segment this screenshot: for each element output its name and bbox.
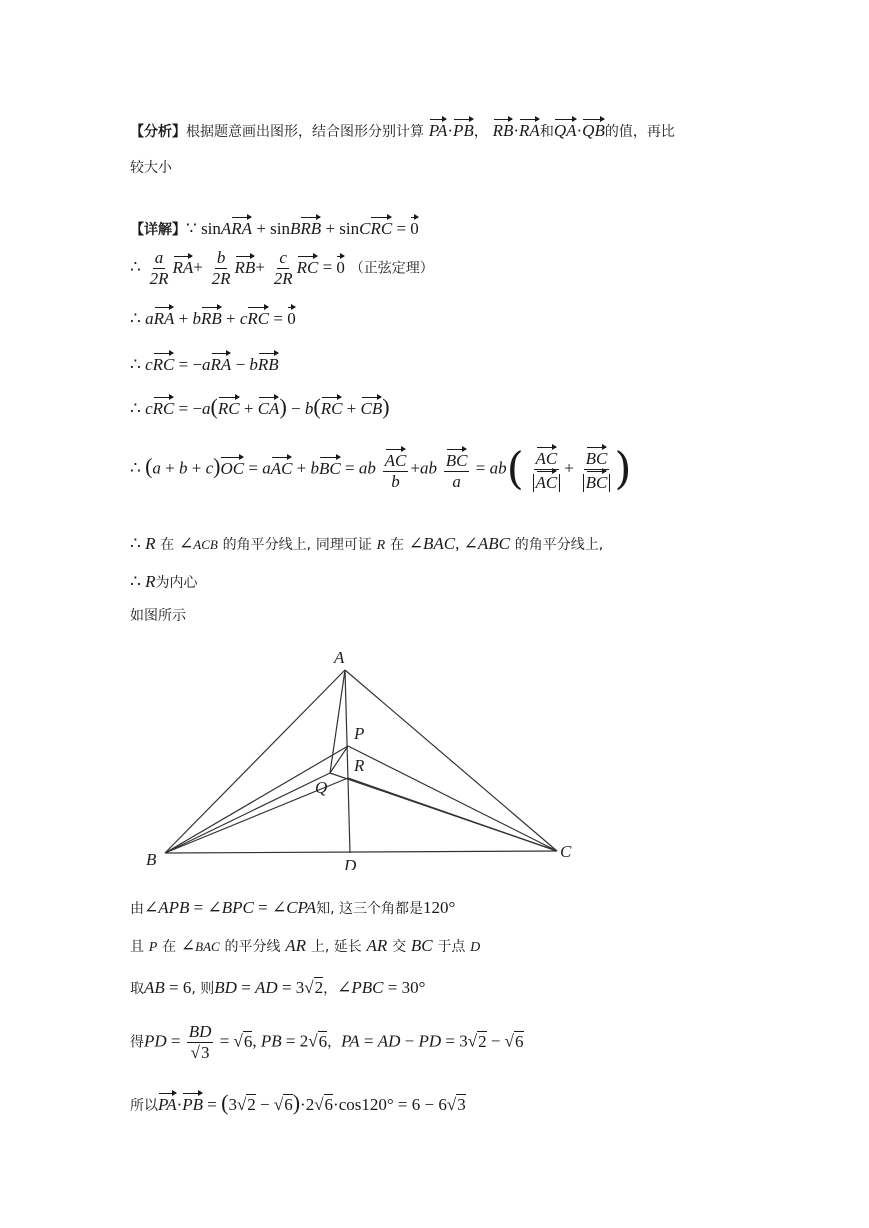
analysis-text-2: 的值，再比 [604, 124, 675, 140]
detail-tag: 【详解】 [130, 222, 186, 238]
solution-line-3: 取AB = 6, 则BD = AD = 3√2，∠PBC = 30° [130, 978, 426, 997]
text-then: , 则 [191, 981, 215, 997]
vector-RA: RA [519, 118, 540, 141]
analysis-line-1: 【分析】根据题意画出图形，结合图形分别计算 PA·PB， RB·RA和QA·QB的值，再比 [130, 118, 675, 142]
segment-BP [165, 746, 348, 853]
law-of-sines-note: （正弦定理） [349, 260, 434, 277]
detail-line-7: ∴ R 在 ∠ACB 的角平分线上, 同理可证 R 在 ∠BAC, ∠ABC 的角平分线上, [130, 534, 604, 553]
text-bisector-a: 在 [160, 537, 175, 553]
vector-QB: QB [582, 118, 605, 141]
text-on-bisector-e: 交 [392, 939, 407, 955]
text-incenter: 为内心 [155, 575, 198, 591]
detail-line-1: 【详解】∵ sinARA + sinBRB + sinCRC = 0 [130, 216, 419, 240]
detail-line-5: ∴ cRC = −a(RC + CA) − b(RC + CB) [130, 394, 390, 419]
text-on-bisector-c: 的平分线 [224, 939, 281, 955]
analysis-and: 和 [539, 124, 554, 140]
text-angles-known: 知, 这三个角都是 [316, 901, 424, 917]
label-R: R [354, 756, 365, 775]
text-so: 所以 [130, 1098, 158, 1114]
text-take: 取 [130, 981, 144, 997]
segment-QP [330, 746, 348, 773]
label-P: P [354, 724, 365, 743]
text-bisector-b: 的角平分线上, [222, 537, 312, 553]
segment-RC [348, 778, 557, 851]
text-on-bisector-a: 且 [130, 939, 144, 955]
text-on-bisector-b: 在 [162, 939, 177, 955]
text-bisector-e: 的角平分线上, [514, 537, 604, 553]
solution-line-5: 所以PA·PB = (3√2 − √6)·2√6·cos120° = 6 − 6√3 [130, 1090, 466, 1115]
segment-AB [165, 670, 345, 853]
label-Q: Q [315, 778, 328, 797]
vector-PA: PA [429, 118, 448, 141]
segment-BQ [165, 773, 330, 853]
vector-QA: QA [554, 118, 577, 141]
detail-line-4: ∴ cRC = −aRA − bRB [130, 352, 279, 375]
analysis-tag: 【分析】 [130, 124, 186, 140]
label-B: B [146, 850, 157, 869]
solution-line-1: 由∠APB = ∠BPC = ∠CPA知, 这三个角都是120° [130, 898, 456, 917]
segment-AD [345, 670, 350, 853]
text-bisector-c: 同理可证 [315, 537, 372, 553]
text-on-bisector-f: 于点 [437, 939, 466, 955]
solution-line-4: 得PD = $\frac{BD}{√3}$ = √6, PB = 2√6，PA = AD − PD = 3√2 − √6 [130, 1022, 524, 1062]
triangle-diagram [140, 645, 600, 870]
segment-AQ [330, 670, 345, 773]
text-get: 得 [130, 1034, 144, 1051]
analysis-line-2: 较大小 [130, 160, 172, 176]
solution-line-2: 且 P 在 ∠BAC 的平分线 AR 上, 延长 AR 交 BC 于点 D [130, 936, 481, 955]
analysis-sep: ， [473, 124, 488, 140]
analysis-text-1: 根据题意画出图形，结合图形分别计算 [186, 124, 424, 140]
text-on-bisector-d: 上, 延长 [310, 939, 362, 955]
detail-line-8: ∴ R为内心 [130, 572, 198, 591]
text-bisector-d: 在 [389, 537, 404, 553]
label-A: A [334, 648, 345, 667]
segment-BC [165, 851, 557, 853]
vector-RB: RB [493, 118, 514, 141]
detail-line-6: ∴ (a + b + c)OC = aAC + bBC = ab $\frac{AC}{b}$ +ab $\frac{BC}{a}$ = ab( $\frac{AC}{AC}$ + $\frac{BC}{BC}$ ) [130, 443, 632, 495]
label-D: D [344, 856, 357, 870]
detail-line-3: ∴ aRA + bRB + cRC = 0 [130, 306, 296, 329]
detail-line-2: ∴ $\frac{a}{2R}$ RA+ $\frac{b}{2R}$ RB+ $\frac{c}{2R}$ RC = 0 （正弦定理） [130, 248, 434, 288]
label-C: C [560, 842, 572, 861]
vector-PB: PB [453, 118, 474, 141]
text-as-shown: 如图所示 [130, 608, 186, 624]
